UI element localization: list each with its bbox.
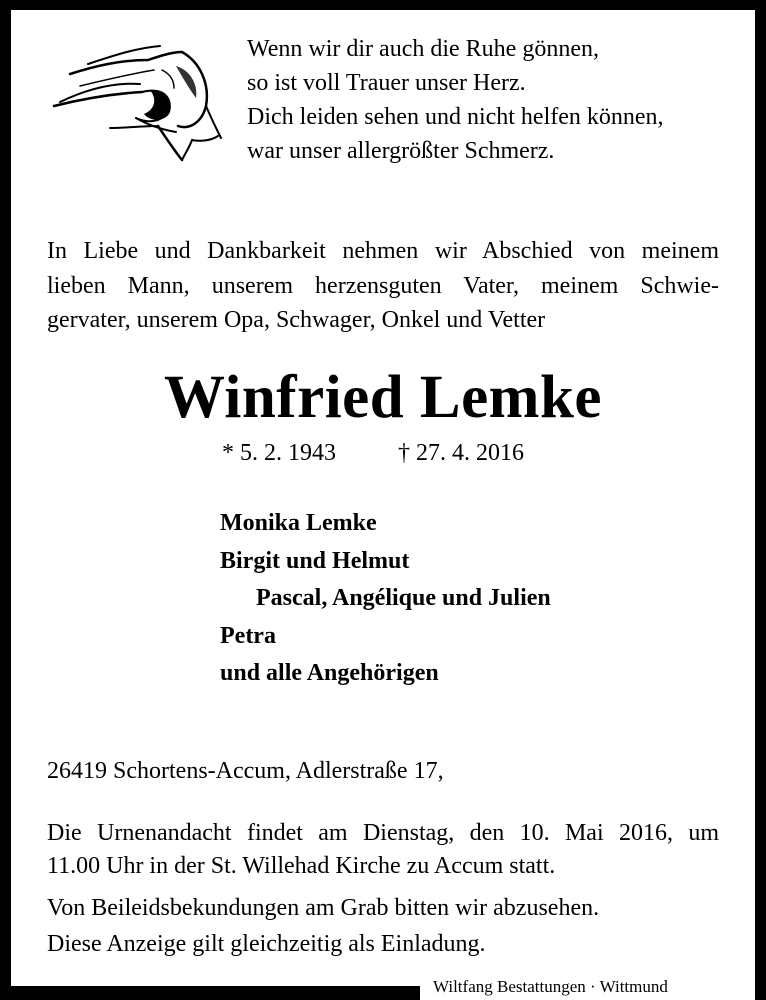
deceased-name: Winfried Lemke	[164, 364, 602, 431]
funeral-home-credit: Wiltfang Bestattungen · Wittmund	[433, 977, 668, 996]
closing-line: Diese Anzeige gilt gleichzeitig als Einladung.	[47, 931, 486, 957]
service-notice	[47, 817, 719, 883]
frame-border-left	[0, 0, 11, 1000]
mourner-name: Pascal, Angélique und Julien	[256, 585, 551, 611]
intro-line: gervater, unserem Opa, Schwager, Onkel und Vetter	[47, 307, 546, 333]
service-line: 11.00 Uhr in der St. Willehad Kirche zu Accum statt.	[47, 853, 556, 879]
closing-notice	[47, 890, 599, 962]
service-line: Die Urnenandacht findet am Dienstag, den 10. Mai 2016, um	[47, 820, 719, 846]
holding-hands-icon	[50, 40, 225, 170]
mourners-list	[220, 505, 551, 693]
mourner-name: Petra	[220, 622, 276, 649]
closing-line: Von Beileidsbekundungen am Grab bitten wir abzusehen.	[47, 895, 600, 921]
frame-border-bottom	[0, 986, 420, 1000]
mourner-name: und alle Angehörigen	[220, 660, 439, 686]
poem-line: war unser allergrößter Schmerz.	[247, 138, 555, 164]
life-dates	[222, 437, 524, 469]
intro-line: lieben Mann, unserem herzensguten Vater, meinem Schwie-	[47, 272, 719, 299]
intro-line: In Liebe und Dankbarkeit nehmen wir Abschied von meinem	[47, 238, 719, 264]
family-address: 26419 Schortens-Accum, Adlerstraße 17,	[47, 758, 444, 784]
intro-text	[47, 234, 719, 338]
frame-border-right	[755, 0, 766, 1000]
frame-border-top	[0, 0, 766, 10]
poem	[247, 32, 664, 168]
birth-date: * 5. 2. 1943	[222, 440, 336, 466]
mourner-name: Monika Lemke	[220, 510, 377, 536]
poem-line: Wenn wir dir auch die Ruhe gönnen,	[247, 36, 599, 62]
poem-line: Dich leiden sehen und nicht helfen können,	[247, 104, 664, 130]
poem-line: so ist voll Trauer unser Herz.	[247, 70, 526, 96]
death-date: † 27. 4. 2016	[398, 440, 524, 466]
mourner-name: Birgit und Helmut	[220, 547, 410, 574]
